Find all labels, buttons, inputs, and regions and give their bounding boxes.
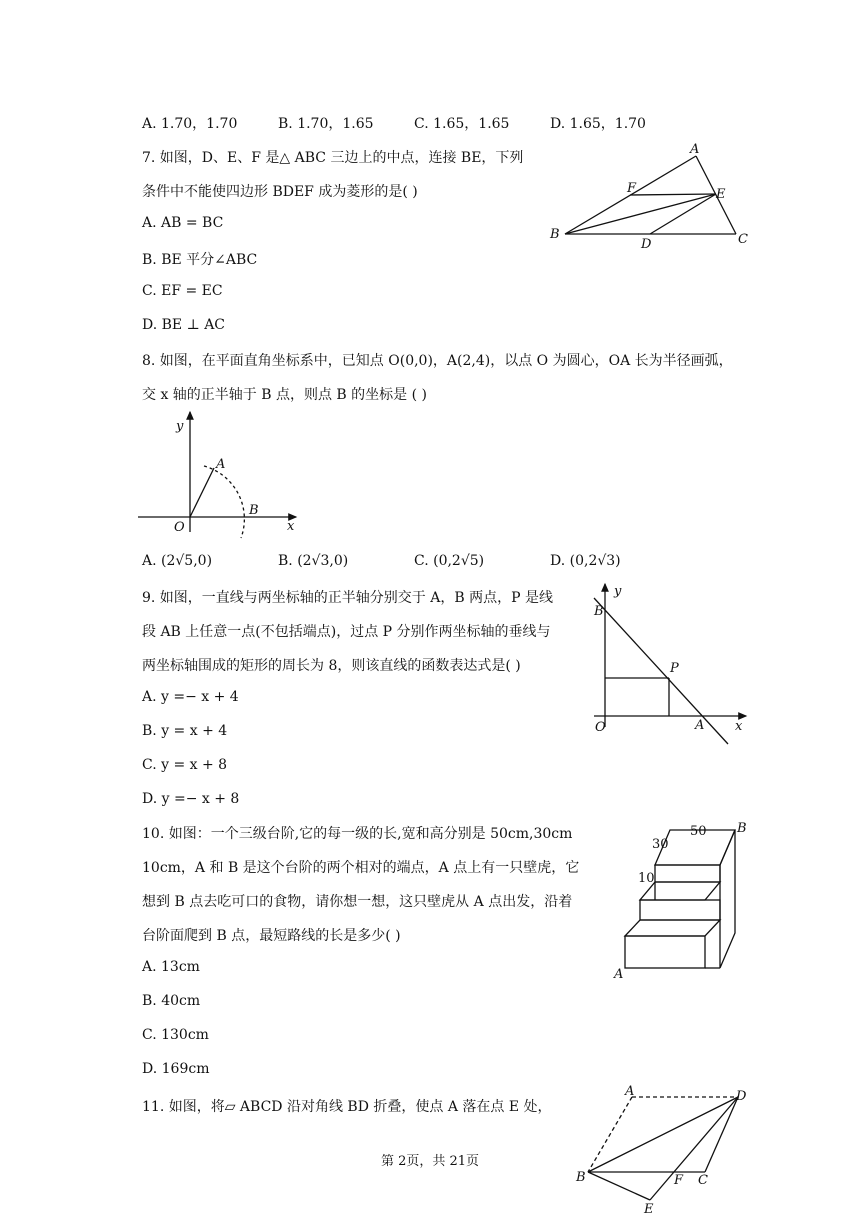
q9-label-p: P bbox=[670, 661, 679, 676]
q11-label-b: B bbox=[576, 1170, 586, 1185]
q8-label-x: x bbox=[287, 519, 295, 534]
q9-stem-line2: 段 AB 上任意一点(不包括端点)，过点 P 分别作两坐标轴的垂线与 bbox=[142, 624, 551, 640]
q10-stem-line2: 10cm，A 和 B 是这个台阶的两个相对的端点，A 点上有一只壁虎，它 bbox=[142, 860, 580, 876]
q11-label-d: D bbox=[736, 1089, 747, 1104]
q9-stem-line1: 9. 如图，一直线与两坐标轴的正半轴分别交于 A，B 两点，P 是线 bbox=[142, 590, 553, 606]
q8-label-a: A bbox=[216, 457, 226, 472]
q9-stem-line3: 两坐标轴围成的矩形的周长为 8，则该直线的函数表达式是( ) bbox=[142, 658, 521, 674]
q9-option-c: C. y = x + 8 bbox=[142, 757, 228, 773]
q7-triangle-figure bbox=[540, 140, 760, 255]
q7-option-b: B. BE 平分∠ABC bbox=[142, 252, 258, 268]
page-footer: 第 2页，共 21页 bbox=[380, 1154, 480, 1169]
q10-label-height: 10 bbox=[638, 871, 655, 886]
q10-label-b: B bbox=[737, 821, 747, 836]
q8-option-d: D. (0,2√3) bbox=[550, 553, 621, 569]
q7-label-e: E bbox=[716, 187, 726, 202]
q8-option-a: A. (2√5,0) bbox=[142, 553, 213, 569]
q11-label-c: C bbox=[698, 1173, 708, 1188]
q8-option-b: B. (2√3,0) bbox=[278, 553, 349, 569]
q11-stem-line1: 11. 如图，将▱ ABCD 沿对角线 BD 折叠，使点 A 落在点 E 处， bbox=[142, 1099, 552, 1115]
q10-option-b: B. 40cm bbox=[142, 993, 201, 1009]
q10-label-a: A bbox=[614, 967, 624, 982]
q9-option-b: B. y = x + 4 bbox=[142, 723, 228, 739]
q10-label-width: 30 bbox=[652, 837, 669, 852]
q6-option-a: A. 1.70，1.70 bbox=[142, 116, 238, 132]
q8-label-o: O bbox=[174, 520, 185, 535]
q11-label-f: F bbox=[674, 1173, 684, 1188]
q9-line-figure bbox=[588, 582, 758, 752]
q10-option-a: A. 13cm bbox=[142, 959, 200, 975]
q10-stairs-figure bbox=[610, 818, 760, 983]
q9-option-a: A. y =− x + 4 bbox=[142, 689, 239, 705]
q8-stem-line2: 交 x 轴的正半轴于 B 点，则点 B 的坐标是 ( ) bbox=[142, 387, 427, 403]
q7-label-b: B bbox=[550, 227, 560, 242]
q7-option-d: D. BE ⊥ AC bbox=[142, 317, 226, 333]
q6-option-b: B. 1.70，1.65 bbox=[278, 116, 374, 132]
q9-label-a: A bbox=[695, 718, 705, 733]
q6-option-c: C. 1.65，1.65 bbox=[414, 116, 510, 132]
q8-stem-line1: 8. 如图，在平面直角坐标系中，已知点 O(0,0)，A(2,4)，以点 O 为圆心，OA 长为半径画弧， bbox=[142, 353, 733, 369]
q8-option-c: C. (0,2√5) bbox=[414, 553, 485, 569]
q8-coordinate-figure bbox=[138, 410, 313, 540]
q9-option-d: D. y =− x + 8 bbox=[142, 791, 240, 807]
q7-stem-line1: 7. 如图，D、E、F 是△ ABC 三边上的中点，连接 BE，下列 bbox=[142, 150, 524, 166]
q7-stem-line2: 条件中不能使四边形 BDEF 成为菱形的是( ) bbox=[142, 184, 418, 200]
q8-label-y: y bbox=[176, 419, 184, 434]
q6-option-d: D. 1.65，1.70 bbox=[550, 116, 646, 132]
q10-stem-line4: 台阶面爬到 B 点，最短路线的长是多少( ) bbox=[142, 928, 401, 944]
q7-label-f: F bbox=[627, 181, 637, 196]
q7-label-d: D bbox=[641, 237, 652, 252]
q10-option-c: C. 130cm bbox=[142, 1027, 209, 1043]
q11-label-a: A bbox=[625, 1084, 635, 1099]
q7-option-c: C. EF = EC bbox=[142, 283, 223, 299]
q7-option-a: A. AB = BC bbox=[142, 215, 224, 231]
q8-label-b: B bbox=[249, 503, 259, 518]
q7-label-a: A bbox=[690, 142, 700, 157]
q9-label-o: O bbox=[595, 720, 606, 735]
q7-label-c: C bbox=[738, 232, 748, 247]
q10-option-d: D. 169cm bbox=[142, 1061, 210, 1077]
q10-stem-line1: 10. 如图：一个三级台阶,它的每一级的长,宽和高分别是 50cm,30cm bbox=[142, 826, 573, 842]
q9-label-x: x bbox=[735, 719, 743, 734]
q10-label-length: 50 bbox=[690, 824, 707, 839]
q9-label-b: B bbox=[594, 604, 604, 619]
q9-label-y: y bbox=[614, 584, 622, 599]
q11-label-e: E bbox=[644, 1202, 654, 1216]
q10-stem-line3: 想到 B 点去吃可口的食物，请你想一想，这只壁虎从 A 点出发，沿着 bbox=[142, 894, 573, 910]
